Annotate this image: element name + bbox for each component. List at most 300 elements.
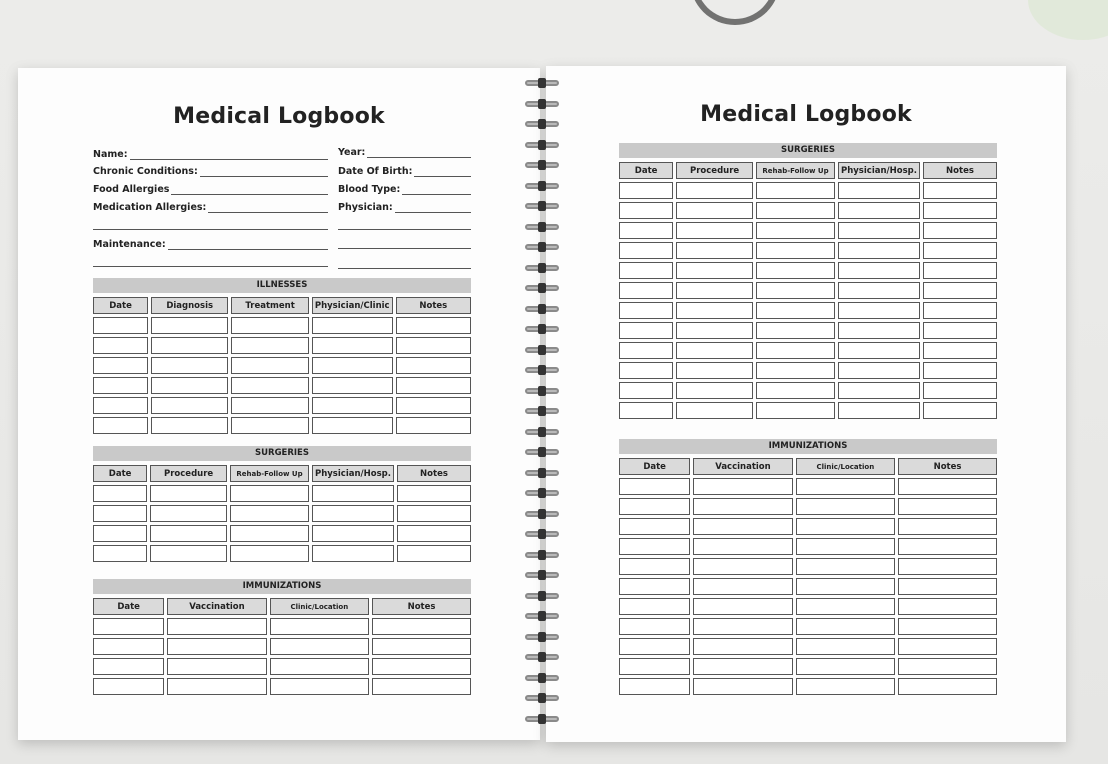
table-cell-input[interactable] [396, 357, 471, 374]
column-header: Notes [923, 162, 997, 179]
table-cell-input[interactable] [93, 505, 147, 522]
spiral-coil [523, 160, 561, 170]
illnesses-section-header: ILLNESSES [93, 278, 471, 293]
table-cell-input[interactable] [923, 282, 997, 299]
table-row [93, 525, 471, 542]
table-cell-input[interactable] [619, 282, 673, 299]
year-field[interactable] [338, 147, 471, 158]
table-cell-input[interactable] [167, 678, 266, 695]
table-cell-input[interactable] [693, 538, 792, 555]
table-cell-input[interactable] [151, 377, 228, 394]
spiral-coil [523, 447, 561, 457]
table-cell-input[interactable] [898, 498, 997, 515]
table-cell-input[interactable] [898, 558, 997, 575]
chronic-conditions-label: Chronic Conditions: [93, 166, 198, 177]
table-cell-input[interactable] [676, 222, 753, 239]
table-cell-input[interactable] [796, 618, 895, 635]
immunizations-section-header: IMMUNIZATIONS [619, 439, 997, 454]
column-header: Notes [397, 465, 471, 482]
table-row [619, 678, 997, 695]
table-cell-input[interactable] [756, 322, 835, 339]
immunizations-table [90, 595, 474, 698]
page-title: Medical Logbook [700, 102, 912, 127]
table-cell-input[interactable] [898, 638, 997, 655]
column-header: Treatment [231, 297, 309, 314]
table-cell-input[interactable] [619, 578, 690, 595]
table-cell-input[interactable] [796, 558, 895, 575]
spiral-coil [523, 714, 561, 724]
table-cell-input[interactable] [756, 262, 835, 279]
spiral-coil [523, 263, 561, 273]
table-cell-input[interactable] [756, 202, 835, 219]
surgeries-table [616, 159, 1000, 422]
surgeries-table [90, 462, 474, 565]
table-row [93, 618, 471, 635]
table-cell-input[interactable] [93, 397, 148, 414]
table-row [93, 357, 471, 374]
column-header: Notes [396, 297, 471, 314]
table-row [619, 658, 997, 675]
table-row [93, 337, 471, 354]
table-cell-input[interactable] [796, 658, 895, 675]
table-cell-input[interactable] [838, 282, 920, 299]
table-row [93, 377, 471, 394]
table-cell-input[interactable] [898, 538, 997, 555]
maintenance-field[interactable] [93, 239, 328, 250]
table-cell-input[interactable] [93, 658, 164, 675]
table-row [619, 498, 997, 515]
table-cell-input[interactable] [756, 282, 835, 299]
table-cell-input[interactable] [693, 498, 792, 515]
table-cell-input[interactable] [796, 498, 895, 515]
blank-line[interactable] [338, 229, 471, 230]
spiral-coil [523, 222, 561, 232]
column-header: Notes [372, 598, 471, 615]
table-cell-input[interactable] [693, 578, 792, 595]
table-cell-input[interactable] [923, 222, 997, 239]
table-cell-input[interactable] [676, 182, 753, 199]
table-cell-input[interactable] [151, 357, 228, 374]
table-cell-input[interactable] [93, 377, 148, 394]
spiral-coil [523, 304, 561, 314]
table-header-row [619, 162, 997, 179]
spiral-coil [523, 181, 561, 191]
column-header: Vaccination [167, 598, 266, 615]
table-row [619, 322, 997, 339]
table-cell-input[interactable] [150, 545, 227, 562]
table-cell-input[interactable] [923, 202, 997, 219]
table-row [619, 242, 997, 259]
table-row [619, 342, 997, 359]
table-cell-input[interactable] [619, 678, 690, 695]
table-cell-input[interactable] [693, 638, 792, 655]
table-cell-input[interactable] [93, 525, 147, 542]
table-cell-input[interactable] [397, 505, 471, 522]
table-cell-input[interactable] [396, 377, 471, 394]
spiral-coil [523, 365, 561, 375]
table-cell-input[interactable] [898, 598, 997, 615]
table-row [619, 518, 997, 535]
table-cell-input[interactable] [270, 678, 369, 695]
table-cell-input[interactable] [676, 402, 753, 419]
name-field[interactable] [93, 149, 328, 160]
year-label: Year: [338, 147, 366, 158]
column-header: Clinic/Location [796, 458, 895, 475]
table-cell-input[interactable] [270, 658, 369, 675]
table-cell-input[interactable] [898, 518, 997, 535]
table-cell-input[interactable] [619, 202, 673, 219]
table-cell-input[interactable] [756, 242, 835, 259]
table-cell-input[interactable] [93, 618, 164, 635]
table-cell-input[interactable] [796, 638, 895, 655]
column-header: Notes [898, 458, 997, 475]
table-row [619, 262, 997, 279]
table-cell-input[interactable] [396, 397, 471, 414]
table-cell-input[interactable] [619, 618, 690, 635]
table-cell-input[interactable] [231, 397, 309, 414]
table-cell-input[interactable] [676, 322, 753, 339]
table-row [619, 302, 997, 319]
table-row [619, 578, 997, 595]
table-cell-input[interactable] [619, 558, 690, 575]
table-row [619, 222, 997, 239]
table-row [93, 317, 471, 334]
column-header: Date [93, 465, 147, 482]
table-cell-input[interactable] [796, 578, 895, 595]
table-cell-input[interactable] [396, 337, 471, 354]
page-title: Medical Logbook [173, 104, 385, 129]
table-cell-input[interactable] [231, 337, 309, 354]
table-cell-input[interactable] [151, 397, 228, 414]
table-cell-input[interactable] [796, 478, 895, 495]
table-cell-input[interactable] [619, 262, 673, 279]
table-cell-input[interactable] [93, 638, 164, 655]
table-cell-input[interactable] [838, 322, 920, 339]
table-cell-input[interactable] [93, 678, 164, 695]
table-cell-input[interactable] [396, 317, 471, 334]
column-header: Physician/Hosp. [312, 465, 394, 482]
table-cell-input[interactable] [151, 417, 228, 434]
table-cell-input[interactable] [270, 618, 369, 635]
table-row [619, 402, 997, 419]
table-cell-input[interactable] [151, 337, 228, 354]
table-row [619, 558, 997, 575]
column-header: Clinic/Location [270, 598, 369, 615]
table-cell-input[interactable] [150, 505, 227, 522]
spiral-coil [523, 99, 561, 109]
table-cell-input[interactable] [93, 337, 148, 354]
table-cell-input[interactable] [923, 362, 997, 379]
table-cell-input[interactable] [923, 262, 997, 279]
table-cell-input[interactable] [312, 397, 393, 414]
table-cell-input[interactable] [230, 485, 309, 502]
table-cell-input[interactable] [396, 417, 471, 434]
table-cell-input[interactable] [619, 498, 690, 515]
table-cell-input[interactable] [93, 357, 148, 374]
immunizations-table [616, 455, 1000, 698]
physician-field[interactable] [338, 202, 471, 213]
table-cell-input[interactable] [372, 658, 471, 675]
spiral-coil [523, 427, 561, 437]
spiral-coil [523, 242, 561, 252]
table-row [619, 478, 997, 495]
spiral-binding-icon [523, 78, 563, 738]
spiral-coil [523, 529, 561, 539]
table-cell-input[interactable] [838, 382, 920, 399]
table-cell-input[interactable] [923, 302, 997, 319]
table-cell-input[interactable] [231, 317, 309, 334]
table-cell-input[interactable] [923, 182, 997, 199]
column-header: Date [93, 297, 148, 314]
table-cell-input[interactable] [796, 518, 895, 535]
table-cell-input[interactable] [619, 382, 673, 399]
spiral-coil [523, 652, 561, 662]
table-cell-input[interactable] [312, 545, 394, 562]
blank-line[interactable] [93, 266, 328, 267]
table-cell-input[interactable] [693, 478, 792, 495]
table-cell-input[interactable] [676, 262, 753, 279]
table-cell-input[interactable] [898, 678, 997, 695]
table-cell-input[interactable] [756, 302, 835, 319]
table-cell-input[interactable] [312, 377, 393, 394]
table-cell-input[interactable] [923, 382, 997, 399]
table-cell-input[interactable] [898, 578, 997, 595]
table-cell-input[interactable] [270, 638, 369, 655]
table-row [93, 658, 471, 675]
table-cell-input[interactable] [756, 382, 835, 399]
column-header: Rehab-Follow Up [230, 465, 309, 482]
table-cell-input[interactable] [619, 362, 673, 379]
column-header: Procedure [676, 162, 753, 179]
table-cell-input[interactable] [397, 545, 471, 562]
table-cell-input[interactable] [898, 658, 997, 675]
column-header: Date [619, 162, 673, 179]
table-cell-input[interactable] [796, 598, 895, 615]
table-cell-input[interactable] [796, 538, 895, 555]
physician-label: Physician: [338, 202, 393, 213]
table-header-row [619, 458, 997, 475]
table-cell-input[interactable] [312, 485, 394, 502]
table-cell-input[interactable] [898, 618, 997, 635]
table-cell-input[interactable] [693, 678, 792, 695]
table-cell-input[interactable] [150, 525, 227, 542]
spiral-coil [523, 550, 561, 560]
table-cell-input[interactable] [676, 242, 753, 259]
table-cell-input[interactable] [312, 505, 394, 522]
table-header-row [93, 598, 471, 615]
spiral-coil [523, 119, 561, 129]
table-cell-input[interactable] [167, 618, 266, 635]
spiral-coil [523, 673, 561, 683]
table-row [619, 382, 997, 399]
column-header: Physician/Clinic [312, 297, 393, 314]
table-row [619, 362, 997, 379]
spiral-coil [523, 386, 561, 396]
spiral-coil [523, 283, 561, 293]
table-cell-input[interactable] [231, 357, 309, 374]
table-cell-input[interactable] [312, 317, 393, 334]
table-cell-input[interactable] [619, 478, 690, 495]
table-cell-input[interactable] [923, 322, 997, 339]
table-cell-input[interactable] [676, 382, 753, 399]
table-cell-input[interactable] [619, 638, 690, 655]
spiral-coil [523, 406, 561, 416]
column-header: Procedure [150, 465, 227, 482]
table-cell-input[interactable] [676, 302, 753, 319]
table-cell-input[interactable] [676, 282, 753, 299]
table-cell-input[interactable] [676, 202, 753, 219]
surgeries-section-header: SURGERIES [619, 143, 997, 158]
table-row [619, 598, 997, 615]
table-row [93, 638, 471, 655]
table-cell-input[interactable] [619, 322, 673, 339]
column-header: Date [619, 458, 690, 475]
table-cell-input[interactable] [167, 658, 266, 675]
name-label: Name: [93, 149, 128, 160]
table-cell-input[interactable] [676, 342, 753, 359]
table-cell-input[interactable] [838, 182, 920, 199]
medication-allergies-field[interactable] [93, 202, 328, 213]
spiral-coil [523, 611, 561, 621]
table-cell-input[interactable] [898, 478, 997, 495]
chronic-conditions-field[interactable] [93, 166, 328, 177]
immunizations-section-header: IMMUNIZATIONS [93, 579, 471, 594]
illnesses-table [90, 294, 474, 437]
table-cell-input[interactable] [151, 317, 228, 334]
table-row [619, 182, 997, 199]
column-header: Physician/Hosp. [838, 162, 920, 179]
table-row [93, 485, 471, 502]
table-cell-input[interactable] [93, 485, 147, 502]
surgeries-section-header: SURGERIES [93, 446, 471, 461]
column-header: Diagnosis [151, 297, 228, 314]
table-cell-input[interactable] [838, 202, 920, 219]
table-cell-input[interactable] [372, 618, 471, 635]
spiral-coil [523, 140, 561, 150]
spiral-coil [523, 468, 561, 478]
spiral-coil [523, 201, 561, 211]
table-cell-input[interactable] [838, 342, 920, 359]
date-of-birth-field[interactable] [338, 166, 471, 177]
spiral-coil [523, 570, 561, 580]
food-allergies-label: Food Allergies [93, 184, 170, 195]
table-row [93, 545, 471, 562]
table-cell-input[interactable] [619, 402, 673, 419]
table-cell-input[interactable] [676, 362, 753, 379]
spiral-coil [523, 591, 561, 601]
table-row [93, 397, 471, 414]
table-row [619, 202, 997, 219]
table-cell-input[interactable] [93, 317, 148, 334]
spiral-coil [523, 509, 561, 519]
table-cell-input[interactable] [923, 242, 997, 259]
table-cell-input[interactable] [796, 678, 895, 695]
table-cell-input[interactable] [756, 222, 835, 239]
blood-type-field[interactable] [338, 184, 471, 195]
table-cell-input[interactable] [619, 518, 690, 535]
table-cell-input[interactable] [838, 222, 920, 239]
table-cell-input[interactable] [619, 538, 690, 555]
spiral-coil [523, 78, 561, 88]
table-cell-input[interactable] [167, 638, 266, 655]
table-cell-input[interactable] [372, 638, 471, 655]
date-of-birth-label: Date Of Birth: [338, 166, 413, 177]
left-page [18, 68, 540, 740]
table-cell-input[interactable] [93, 417, 148, 434]
table-cell-input[interactable] [619, 342, 673, 359]
table-cell-input[interactable] [230, 545, 309, 562]
table-cell-input[interactable] [312, 525, 394, 542]
column-header: Vaccination [693, 458, 792, 475]
spiral-coil [523, 488, 561, 498]
table-cell-input[interactable] [693, 558, 792, 575]
table-cell-input[interactable] [923, 402, 997, 419]
table-cell-input[interactable] [231, 417, 309, 434]
table-cell-input[interactable] [230, 525, 309, 542]
blank-line[interactable] [338, 248, 471, 249]
right-page [546, 66, 1066, 742]
table-header-row [93, 465, 471, 482]
table-cell-input[interactable] [230, 505, 309, 522]
table-cell-input[interactable] [150, 485, 227, 502]
table-cell-input[interactable] [397, 525, 471, 542]
maintenance-label: Maintenance: [93, 239, 166, 250]
blank-line[interactable] [338, 268, 471, 269]
spiral-coil [523, 632, 561, 642]
table-row [93, 417, 471, 434]
spiral-coil [523, 345, 561, 355]
table-cell-input[interactable] [619, 242, 673, 259]
table-cell-input[interactable] [756, 362, 835, 379]
table-header-row [93, 297, 471, 314]
blood-type-label: Blood Type: [338, 184, 401, 195]
column-header: Date [93, 598, 164, 615]
column-header: Rehab-Follow Up [756, 162, 835, 179]
table-cell-input[interactable] [923, 342, 997, 359]
table-cell-input[interactable] [838, 362, 920, 379]
table-cell-input[interactable] [619, 658, 690, 675]
table-cell-input[interactable] [756, 342, 835, 359]
table-cell-input[interactable] [397, 485, 471, 502]
table-cell-input[interactable] [838, 302, 920, 319]
table-cell-input[interactable] [693, 598, 792, 615]
table-cell-input[interactable] [619, 222, 673, 239]
blank-line[interactable] [93, 229, 328, 230]
table-cell-input[interactable] [838, 402, 920, 419]
table-cell-input[interactable] [312, 337, 393, 354]
table-cell-input[interactable] [693, 518, 792, 535]
spiral-coil [523, 324, 561, 334]
table-cell-input[interactable] [838, 262, 920, 279]
food-allergies-field[interactable] [93, 184, 328, 195]
table-cell-input[interactable] [372, 678, 471, 695]
table-cell-input[interactable] [619, 302, 673, 319]
table-cell-input[interactable] [756, 182, 835, 199]
table-cell-input[interactable] [231, 377, 309, 394]
table-cell-input[interactable] [619, 182, 673, 199]
table-cell-input[interactable] [693, 658, 792, 675]
table-cell-input[interactable] [312, 357, 393, 374]
table-cell-input[interactable] [756, 402, 835, 419]
table-cell-input[interactable] [93, 545, 147, 562]
table-cell-input[interactable] [619, 598, 690, 615]
spiral-coil [523, 693, 561, 703]
table-cell-input[interactable] [312, 417, 393, 434]
table-row [93, 678, 471, 695]
table-cell-input[interactable] [838, 242, 920, 259]
table-cell-input[interactable] [693, 618, 792, 635]
table-row [619, 538, 997, 555]
